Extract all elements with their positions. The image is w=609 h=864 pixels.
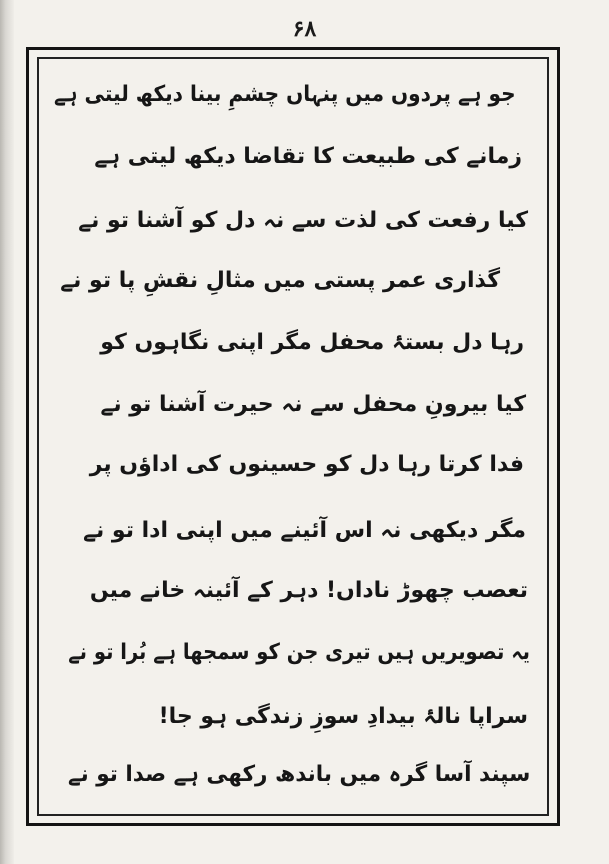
verse-line: رہا دل بستۂ محفل مگر اپنی نگاہوں کو xyxy=(100,330,524,355)
verse-line: سراپا نالۂ بیدادِ سوزِ زندگی ہو جا! xyxy=(158,704,528,729)
book-spine-shadow xyxy=(0,0,14,864)
page-number: ۶۸ xyxy=(292,16,317,42)
verse-line: یہ تصویریں ہیں تیری جن کو سمجھا ہے بُرا تو نے xyxy=(68,640,530,665)
verse-line: کیا بیرونِ محفل سے نہ حیرت آشنا تو نے xyxy=(100,392,526,417)
verse-line: گذاری عمر پستی میں مثالِ نقشِ پا تو نے xyxy=(60,268,500,293)
verse-line: جو ہے پردوں میں پنہاں چشمِ بینا دیکھ لیتی ہے xyxy=(54,82,516,107)
verse-line: سپند آسا گرہ میں باندھ رکھی ہے صدا تو نے xyxy=(67,762,530,787)
verse-line: تعصب چھوڑ ناداں! دہر کے آئینہ خانے میں xyxy=(89,578,528,603)
verse-line: کیا رفعت کی لذت سے نہ دل کو آشنا تو نے xyxy=(78,208,528,233)
verse-line: زمانے کی طبیعت کا تقاضا دیکھ لیتی ہے xyxy=(94,144,522,169)
verse-line: مگر دیکھی نہ اس آئینے میں اپنی ادا تو نے xyxy=(83,518,526,543)
verse-line: فدا کرتا رہا دل کو حسینوں کی اداؤں پر xyxy=(89,452,524,477)
